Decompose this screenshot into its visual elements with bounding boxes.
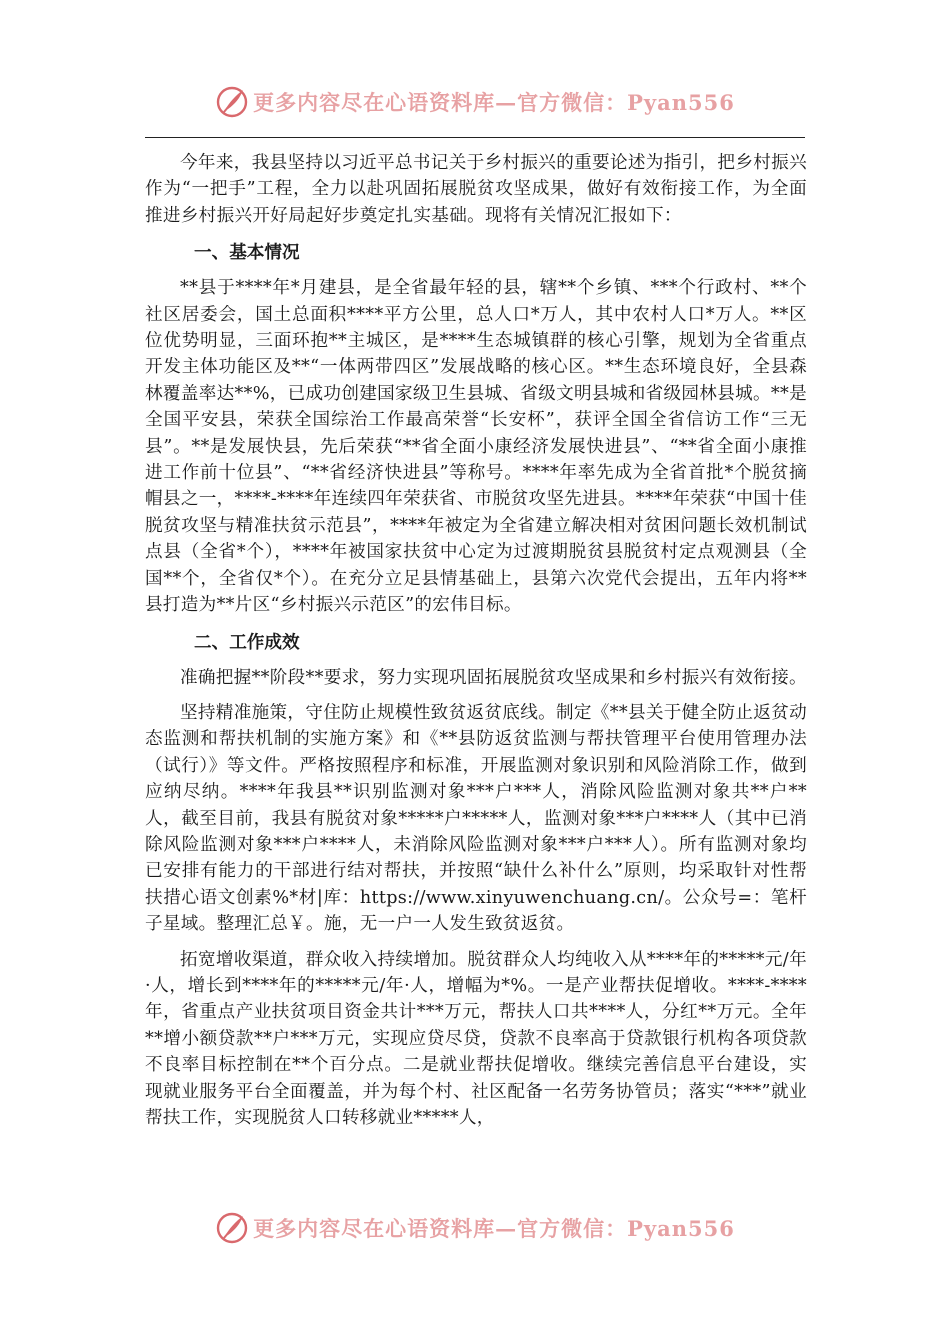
- header-divider: [145, 137, 805, 138]
- section2-paragraph-2: 坚持精准施策，守住防止规模性致贫返贫底线。制定《**县关于健全防止返贫动态监测和帮扶机制的实施方案》和《**县防返贫监测与帮扶管理平台使用管理办法（试行）》等文件。严格按照程序和标准，开展监测对象识别和风险消除工作，做到应纳尽纳。****年我县**识别监测对象***户***人，消除风险监测对象共**户**人，截至目前，我县有脱贫对象*****户*****人，监测对象***户****人（其中已消除风险监测对象***户****人，未消除风险监测对象***户***人）。所有监测对象均已安排有能力的干部进行结对帮扶，并按照“缺什么补什么”原则，均采取针对性帮扶措心语文创素%*材|库：https://www.xinyuwenchuang.cn/。公众号=：笔杆子星域。整理汇总￥。施，无一户一人发生致贫返贫。: [145, 702, 807, 935]
- footer-watermark: [0, 1208, 950, 1248]
- section2-heading: 二、工作成效: [194, 632, 300, 653]
- section2-paragraph-1: 准确把握**阶段**要求，努力实现巩固拓展脱贫攻坚成果和乡村振兴有效衔接。: [180, 667, 807, 688]
- header-watermark-text: 更多内容尽在心语资料库—官方微信：Pyan556: [253, 90, 735, 115]
- section2-paragraph-3: 拓宽增收渠道，群众收入持续增加。脱贫群众人均纯收入从****年的*****元/年·人，增长到****年的*****元/年·人，增幅为*%。一是产业帮扶促增收。****-****年，省重点产业扶贫项目资金共计***万元，帮扶人口共****人，分红**万元。全年**增小额贷款**户***万元，实现应贷尽贷，贷款不良率高于贷款银行机构各项贷款不良率目标控制在**个百分点。二是就业帮扶促增收。继续完善信息平台建设，实现就业服务平台全面覆盖，并为每个村、社区配备一名劳务协管员；落实“***”就业帮扶工作，实现脱贫人口转移就业*****人，: [145, 949, 807, 1128]
- section1-heading: 一、基本情况: [194, 243, 300, 264]
- quill-pen-logo-icon: [215, 85, 249, 119]
- section1-paragraph-1: **县于****年*月建县，是全省最年轻的县，辖**个乡镇、***个行政村、**个社区居委会，国土总面积****平方公里，总人口*万人，其中农村人口*万人。**区位优势明显，三面环抱**主城区，是****生态城镇群的核心引擎，规划为全省重点开发主体功能区及**“一体两带四区”发展战略的核心区。**生态环境良好，全县森林覆盖率达**%，已成功创建国家级卫生县城、省级文明县城和省级园林县城。**是全国平安县，荣获全国综治工作最高荣誉“长安杯”，获评全国全省信访工作“三无县”。**是发展快县，先后荣获“**省全面小康经济发展快进县”、“**省全面小康推进工作前十位县”、“**省经济快进县”等称号。****年率先成为全省首批*个脱贫摘帽县之一，****-****年连续四年荣获省、市脱贫攻坚先进县。****年荣获“中国十佳脱贫攻坚与精准扶贫示范县”，****年被定为全省建立解决相对贫困问题长效机制试点县（全省*个），****年被国家扶贫中心定为过渡期脱贫县脱贫村定点观测县（全国**个，全省仅*个）。在充分立足县情基础上，县第六次党代会提出，五年内将**县打造为**片区“乡村振兴示范区”的宏伟目标。: [145, 278, 807, 616]
- header-watermark: [0, 82, 950, 122]
- footer-watermark-text: 更多内容尽在心语资料库—官方微信：Pyan556: [253, 1216, 735, 1241]
- document-body: [145, 150, 807, 1131]
- intro-paragraph: 今年来，我县坚持以习近平总书记关于乡村振兴的重要论述为指引，把乡村振兴作为“一把手”工程，全力以赴巩固拓展脱贫攻坚成果，做好有效衔接工作，为全面推进乡村振兴开好局起好步奠定扎实基础。现将有关情况汇报如下：: [145, 153, 807, 226]
- quill-pen-logo-icon: [215, 1211, 249, 1245]
